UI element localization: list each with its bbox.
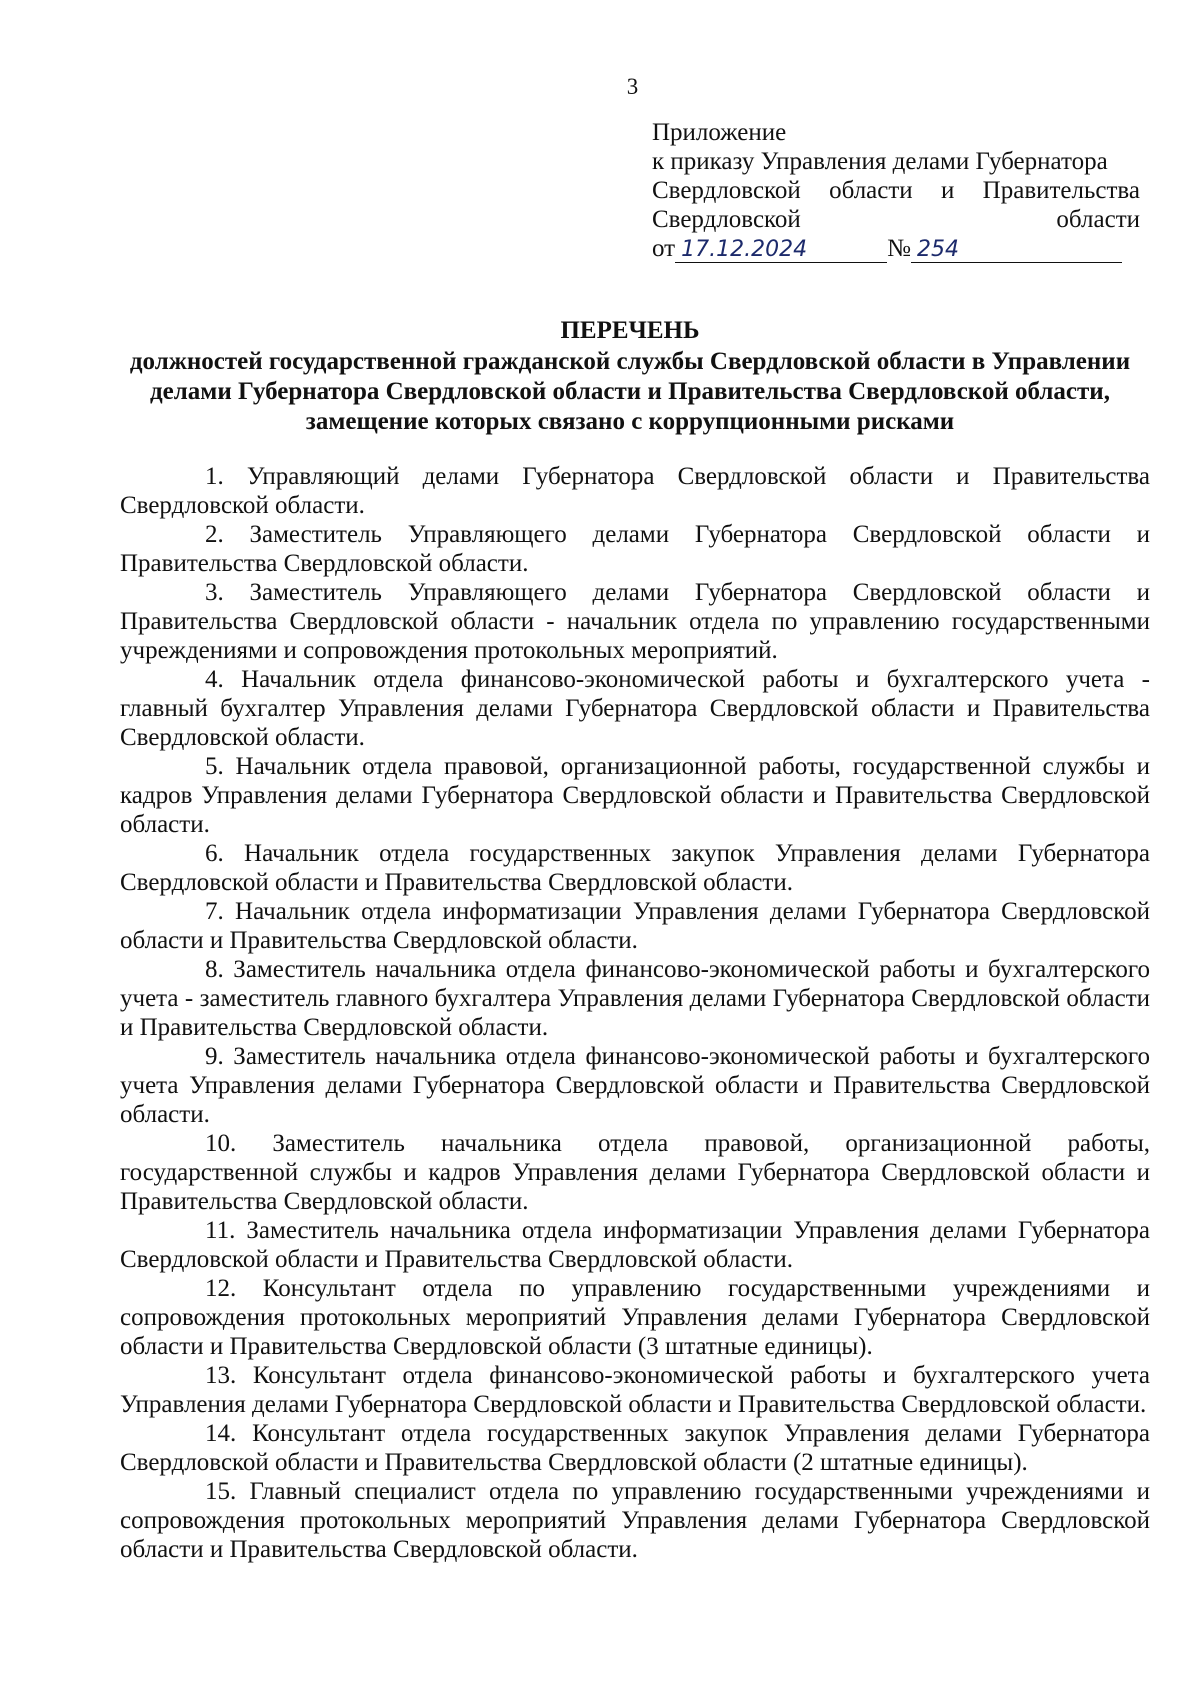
- document-subtitle-line-3: замещение которых связано с коррупционными рисками: [305, 408, 955, 435]
- date-prefix: от: [652, 235, 676, 262]
- document-title: ПЕРЕЧЕНЬ: [560, 317, 700, 344]
- positions-list: [120, 462, 1150, 1564]
- list-item: 10. Заместитель начальника отдела правовой, организационной работы, государственной службы и кадров Управления делами Губернатора Свердловской области и Правительства Свердловской области.: [120, 1130, 1150, 1215]
- list-item: 2. Заместитель Управляющего делами Губернатора Свердловской области и Правительства Свердловской области.: [120, 521, 1150, 577]
- list-item: 13. Консультант отдела финансово-экономической работы и бухгалтерского учета Управления делами Губернатора Свердловской области и Правительства Свердловской области.: [120, 1362, 1150, 1418]
- appendix-region-line: Свердловской области: [652, 206, 1140, 233]
- list-item: 1. Управляющий делами Губернатора Свердловской области и Правительства Свердловской области.: [120, 463, 1150, 519]
- list-item: 9. Заместитель начальника отдела финансово-экономической работы и бухгалтерского учета Управления делами Губернатора Свердловской области и Правительства Свердловской области.: [120, 1043, 1150, 1128]
- appendix-date-line: [652, 234, 1140, 263]
- list-item: 5. Начальник отдела правовой, организационной работы, государственной службы и кадров Управления делами Губернатора Свердловской области и Правительства Свердловской области.: [120, 753, 1150, 838]
- number-prefix: №: [887, 235, 911, 262]
- appendix-title: Приложение: [652, 119, 787, 146]
- page-number: 3: [626, 74, 639, 99]
- order-date-field: 17.12.2024: [675, 238, 887, 263]
- list-item: 8. Заместитель начальника отдела финансово-экономической работы и бухгалтерского учета - заместитель главного бухгалтера Управления делами Губернатора Свердловской области и Правительства Свердловской области.: [120, 956, 1150, 1041]
- list-item: 14. Консультант отдела государственных закупок Управления делами Губернатора Свердловской области и Правительства Свердловской области (2 штатные единицы).: [120, 1420, 1150, 1476]
- list-item: 11. Заместитель начальника отдела информатизации Управления делами Губернатора Свердловской области и Правительства Свердловской области.: [120, 1217, 1150, 1273]
- appendix-block: [652, 118, 1140, 263]
- list-item: 15. Главный специалист отдела по управлению государственными учреждениями и сопровождения протокольных мероприятий Управления делами Губернатора Свердловской области и Правительства Свердловской области.: [120, 1478, 1150, 1563]
- appendix-order-line: к приказу Управления делами Губернатора: [652, 148, 1108, 175]
- list-item: 7. Начальник отдела информатизации Управления делами Губернатора Свердловской области и Правительства Свердловской области.: [120, 898, 1150, 954]
- document-subtitle-line-2: делами Губернатора Свердловской области и Правительства Свердловской области,: [150, 378, 1110, 405]
- list-item: 6. Начальник отдела государственных закупок Управления делами Губернатора Свердловской области и Правительства Свердловской области.: [120, 840, 1150, 896]
- list-item: 4. Начальник отдела финансово-экономической работы и бухгалтерского учета - главный бухгалтер Управления делами Губернатора Свердловской области и Правительства Свердловской области.: [120, 666, 1150, 751]
- list-item: 3. Заместитель Управляющего делами Губернатора Свердловской области и Правительства Свердловской области - начальник отдела по управлению государственными учреждениями и сопровождения протокольных мероприятий.: [120, 579, 1150, 664]
- document-subtitle-line-1: должностей государственной гражданской службы Свердловской области в Управлении: [129, 348, 1131, 375]
- list-item: 12. Консультант отдела по управлению государственными учреждениями и сопровождения протокольных мероприятий Управления делами Губернатора Свердловской области и Правительства Свердловской области (3 штатные единицы).: [120, 1275, 1150, 1360]
- appendix-org-line: Свердловской области и Правительства: [652, 177, 1140, 204]
- document-title-block: [100, 316, 1160, 437]
- order-number-field: 254: [911, 238, 1122, 263]
